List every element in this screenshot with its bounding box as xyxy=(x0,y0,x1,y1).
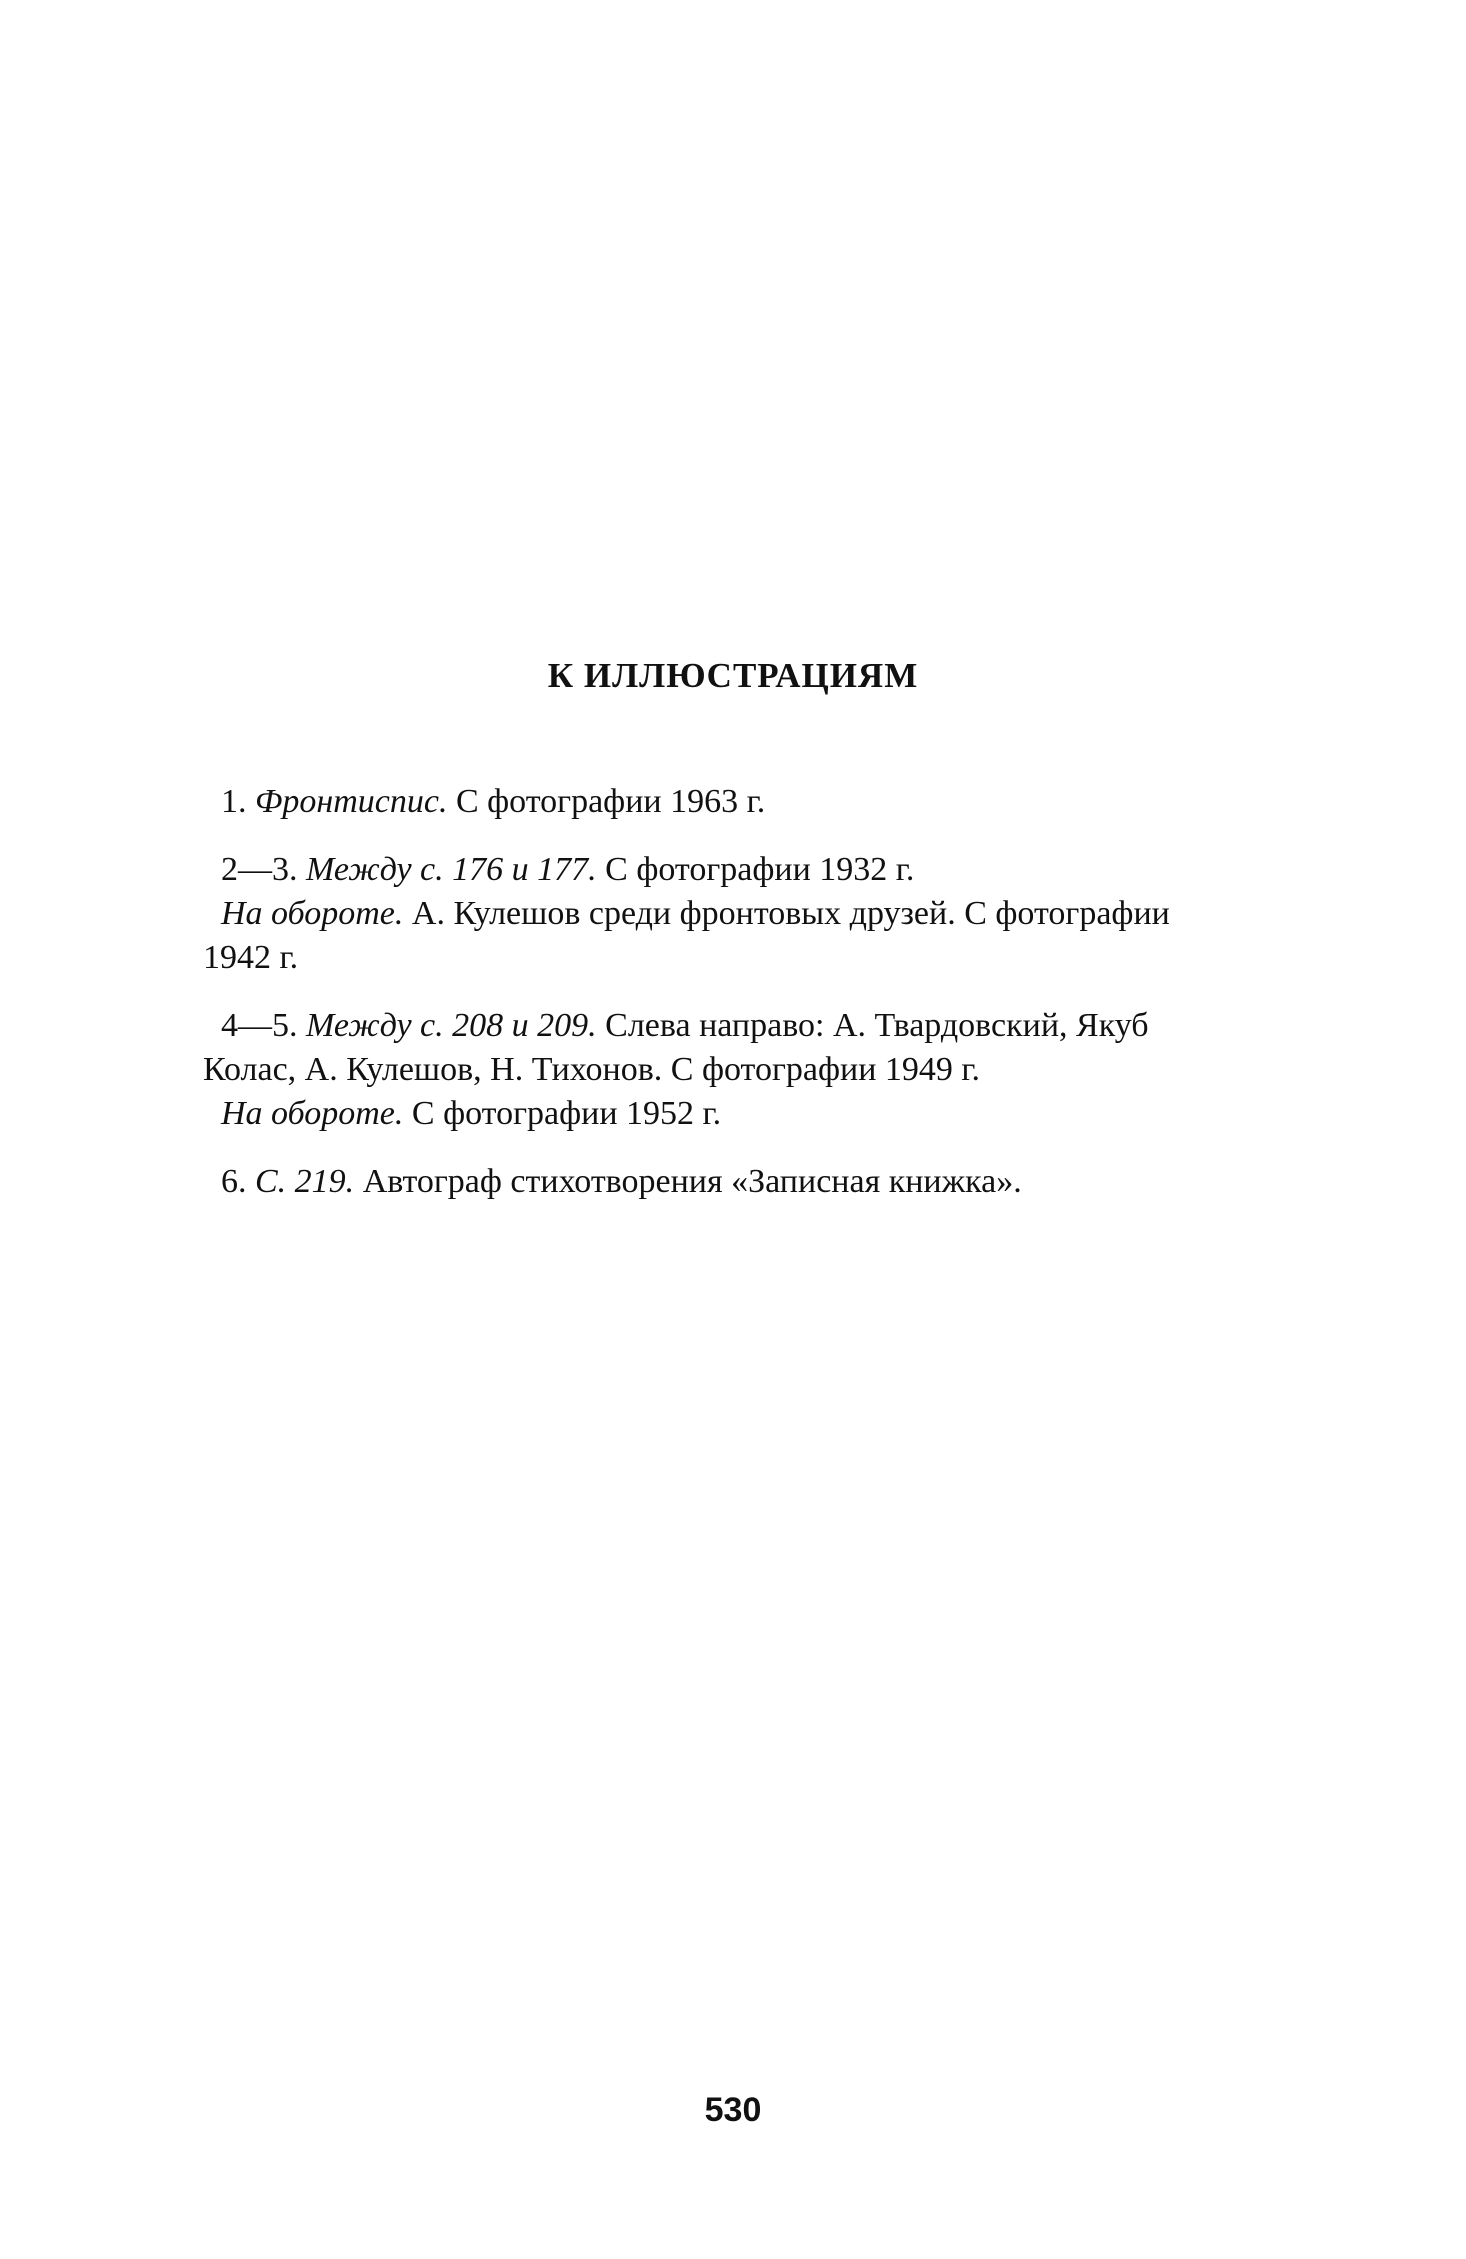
list-item-4-5-cont xyxy=(203,1048,1316,1092)
entry-location: Между с. 208 и 209. xyxy=(306,1007,597,1044)
entry-location: Фронтиспис. xyxy=(255,783,448,820)
entry-number: 1. xyxy=(221,783,247,820)
entry-reverse-description-cont: 1942 г. xyxy=(203,939,299,976)
list-item-2-3-reverse-cont xyxy=(203,936,1316,980)
entry-number: 4—5. xyxy=(221,1007,298,1044)
entry-reverse-label: На обороте. xyxy=(221,895,404,932)
page-heading: К ИЛЛЮСТРАЦИЯМ xyxy=(547,656,919,695)
list-item-4-5-reverse xyxy=(221,1092,1316,1136)
entry-description: С фотографии 1932 г. xyxy=(605,851,915,888)
list-item-2-3-reverse xyxy=(221,892,1316,936)
page-number: 530 xyxy=(704,2091,762,2129)
entry-description: Слева направо: А. Твардовский, Якуб xyxy=(605,1007,1149,1044)
entry-description: С фотографии 1963 г. xyxy=(455,783,766,820)
entry-reverse-description: С фотографии 1952 г. xyxy=(411,1095,722,1132)
list-item-6 xyxy=(221,1160,1316,1204)
list-item-2-3 xyxy=(221,848,1316,892)
illustration-notes xyxy=(203,780,1316,1204)
list-item-1 xyxy=(221,780,1316,824)
entry-reverse-label: На обороте. xyxy=(221,1095,404,1132)
entry-number: 6. xyxy=(221,1163,247,1200)
entry-number: 2—3. xyxy=(221,851,298,888)
entry-location: С. 219. xyxy=(255,1163,355,1200)
entry-reverse-description: А. Кулешов среди фронтовых друзей. С фотографии xyxy=(411,895,1170,932)
entry-description-cont: Колас, А. Кулешов, Н. Тихонов. С фотографии 1949 г. xyxy=(203,1051,981,1088)
entry-location: Между с. 176 и 177. xyxy=(306,851,597,888)
list-item-4-5 xyxy=(221,1004,1316,1048)
entry-description: Автограф стихотворения «Записная книжка». xyxy=(362,1163,1022,1200)
